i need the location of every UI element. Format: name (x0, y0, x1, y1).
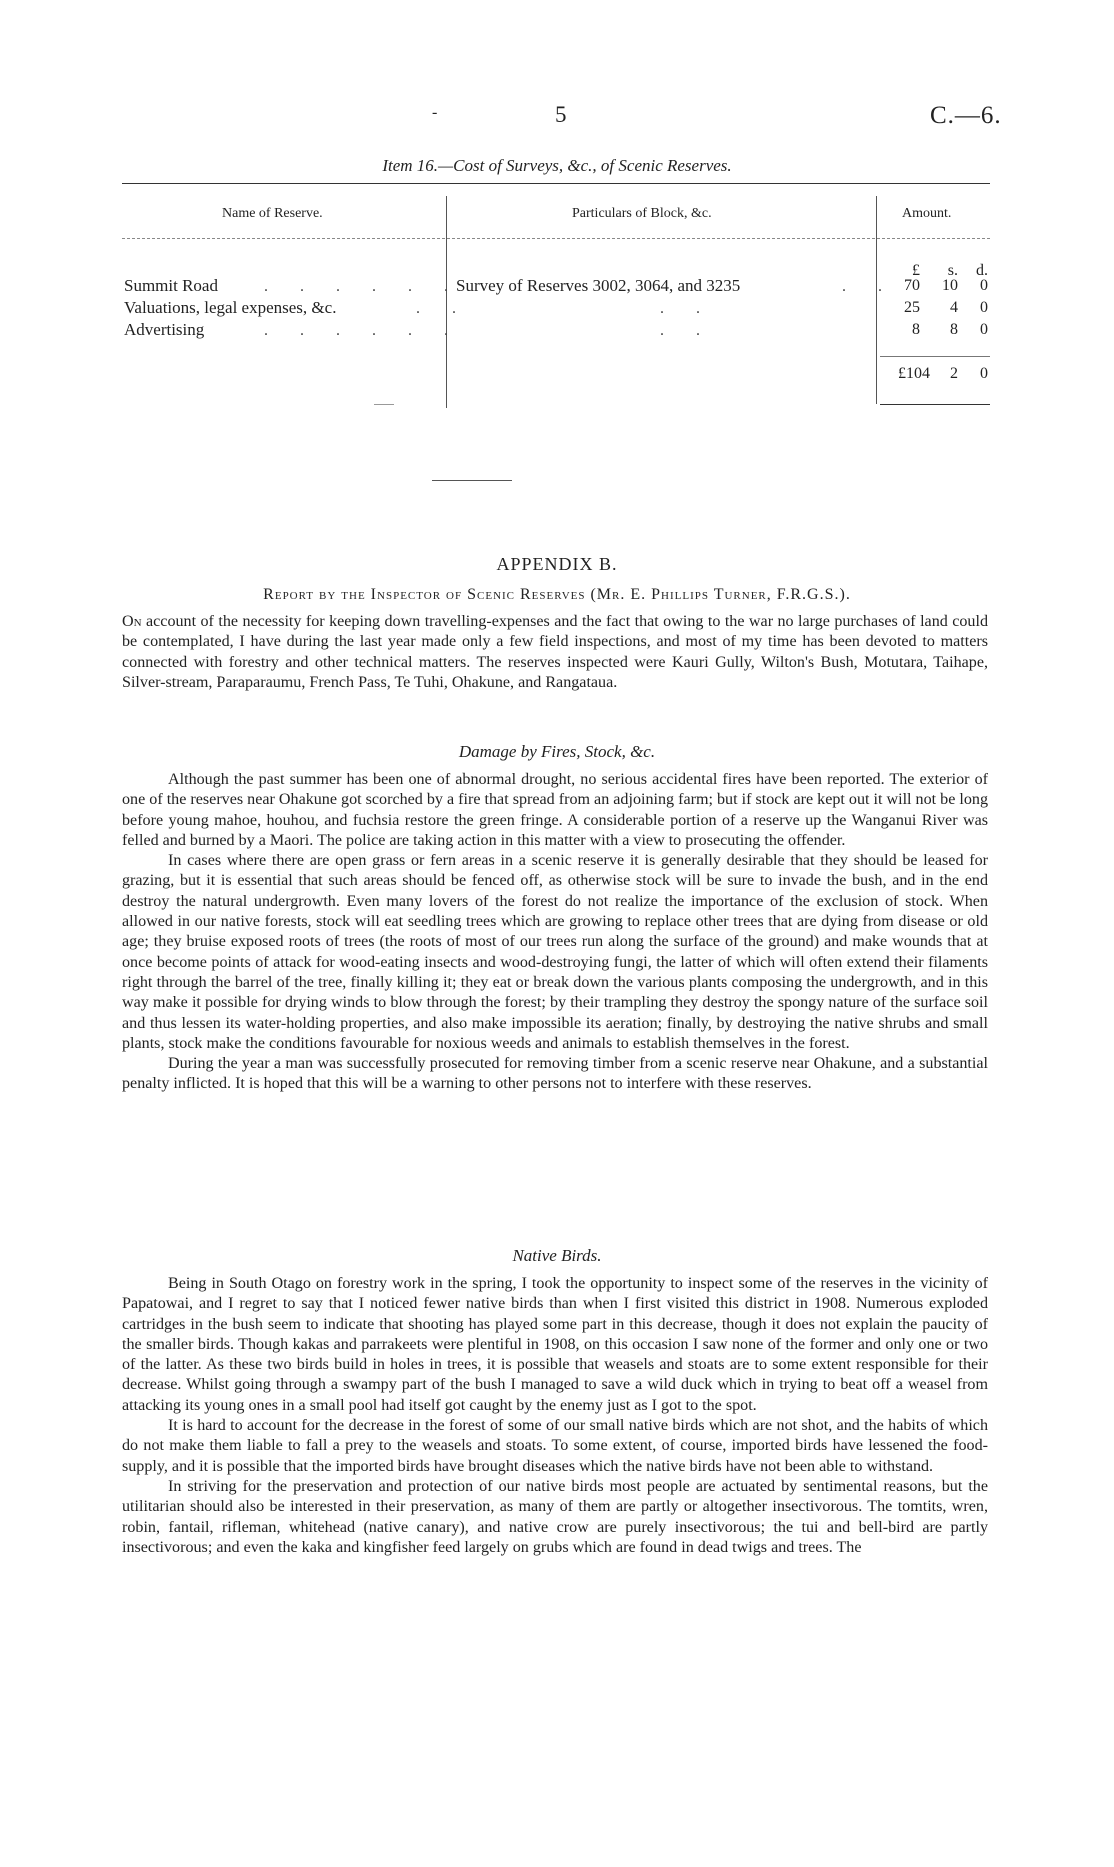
intro-text: account of the necessity for keeping down travelling-expenses and the fact that owing to the war no large purchases of land could be contemplated, I have during the last year made only a few field inspections, and most of my time has been devoted to matters connected with forestry and other technical matters. The reserves inspected were Kauri Gully, Wilton's Bush, Motutara, Taihape, Silver-stream, Paraparaumu, French Pass, Te Tuhi, Ohakune, and Rangataua. (122, 613, 988, 691)
total-pence: 0 (980, 365, 988, 382)
total-shillings: 2 (950, 365, 958, 382)
section-divider (432, 480, 512, 481)
table-leader: . . . . . . (264, 322, 462, 339)
table-short-rule (374, 404, 394, 405)
table-leader: . . (660, 322, 714, 339)
paragraph: During the year a man was successfully prosecuted for removing timber from a scenic reserve near Ohakune, and a substantial penalty inflicted. It is hoped that this will be a warning to other persons not to interfere with these reserves. (122, 1055, 988, 1093)
header-mark: - (432, 104, 438, 121)
birds-section (122, 1274, 988, 1558)
appendix-title: APPENDIX B. (496, 554, 618, 574)
amount-shillings: 8 (950, 321, 958, 338)
paragraph: It is hard to account for the decrease in the forest of some of our small native birds which are not shot, and the habits of which do not make them liable to fall a prey to the weasels and stoats. To some extent, of course, imported birds have lessened the food-supply, and it is possible that the imported birds have brought diseases which the native birds have not been able to withstand. (122, 1417, 988, 1475)
paragraph: In cases where there are open grass or fern areas in a scenic reserve it is generally desirable that they should be leased for grazing, but it is essential that such areas should be fenced off, as otherwise stock will be sure to invade the bush, and in the end destroy the natural undergrowth. Even many lovers of the forest do not realize the importance of the exclusion of stock. When allowed in our native forests, stock will eat seedling trees which are growing to replace other trees that are dying from disease or old age; they bruise exposed roots of trees (the roots of most of our trees run along the surface of the ground) and make wounds that at once become points of attack for wood-eating insects and wood-destroying fungi, the latter of which will often extend their filaments right through the barrel of the tree, finally killing it; they eat or break down the various plants composing the undergrowth, and in this way make it possible for drying winds to blow through the forest; by their trampling they destroy the spongy nature of the surface soil and thus lessen its water-holding properties, and also make impossible its aeration; finally, by destroying the native shrubs and small plants, stock make the conditions favourable for noxious weeds and animals to establish themselves in the forest. (122, 852, 988, 1052)
table-leader: . . (842, 278, 896, 295)
column-header-amount: Amount. (902, 206, 952, 221)
document-reference: C.—6. (930, 102, 1002, 129)
unit-pounds: £ (912, 262, 920, 279)
table-col-divider (876, 196, 877, 404)
table-row-name: Summit Road (124, 276, 218, 295)
amount-pence: 0 (980, 299, 988, 316)
table-row-particulars: Survey of Reserves 3002, 3064, and 3235 (456, 276, 741, 295)
amount-shillings: 4 (950, 299, 958, 316)
intro-first-word: On (122, 613, 142, 630)
amount-pence: 0 (980, 321, 988, 338)
column-header-particulars: Particulars of Block, &c. (572, 206, 712, 221)
table-top-rule (122, 183, 990, 184)
table-title: Item 16.—Cost of Surveys, &c., of Scenic Reserves. (382, 156, 732, 175)
unit-pence: d. (976, 262, 988, 279)
table-leader: . . (416, 300, 470, 317)
amount-pounds: 8 (912, 321, 920, 338)
paragraph: Being in South Otago on forestry work in the spring, I took the opportunity to inspect some of the reserves in the vicinity of Papatowai, and I regret to say that I noticed fewer native birds than when I first visited this district in 1908. Numerous exploded cartridges in the bush seem to indicate that shooting has played some part in this decrease, though it does not explain the paucity of the smaller birds. Though kakas and parrakeets were plentiful in 1908, on this occasion I saw none of the former and only one or two of the latter. As these two birds build in holes in trees, it is possible that weasels and stoats are to some extent responsible for their decrease. Whilst going through a swampy part of the bush I managed to save a wild duck which in trying to beat off a weasel from attacking its young ones in a small pool had itself got caught by the enemy just as I got to the spot. (122, 1275, 988, 1414)
section-heading-birds: Native Birds. (512, 1246, 602, 1265)
amount-pounds: 25 (904, 299, 920, 316)
paragraph: Although the past summer has been one of abnormal drought, no serious accidental fires have been reported. The exterior of one of the reserves near Ohakune got scorched by a fire that spread from an adjoining farm; but if stock are kept out it will not be long before young mahoe, houhou, and fuchsia restore the green fringe. A considerable portion of a reserve up the Wanganui River was felled and burned by a Maori. The police are taking action in this matter with a view to prosecuting the offender. (122, 771, 988, 849)
page-number: 5 (555, 102, 567, 127)
amount-pence: 0 (980, 277, 988, 294)
table-row-name: Advertising (124, 320, 205, 339)
table-leader: . . . . . . (264, 278, 462, 295)
table-leader: . . (660, 300, 714, 317)
table-row-name: Valuations, legal expenses, &c. (124, 298, 337, 317)
paragraph: In striving for the preservation and protection of our native birds most people are actuated by sentimental reasons, but the utilitarian should also be interested in their preservation, as many of them are partly or altogether insectivorous. The tomtits, wren, robin, fantail, rifleman, whitehead (native canary), and native crow are purely insectivorous; the tui and bell-bird are partly insectivorous; and even the kaka and kingfisher feed largely on grubs which are found in dead twigs and trees. The (122, 1477, 988, 1556)
table-bottom-rule (880, 404, 990, 405)
section-heading-damage: Damage by Fires, Stock, &c. (458, 742, 656, 761)
amount-shillings: 10 (942, 277, 958, 294)
column-header-name: Name of Reserve. (222, 206, 323, 221)
unit-shillings: s. (947, 262, 958, 279)
table-total-rule (880, 356, 990, 357)
table-header-divider (122, 238, 990, 239)
total-pounds: £104 (898, 365, 930, 382)
amount-pounds: 70 (904, 277, 920, 294)
report-byline: Report by the Inspector of Scenic Reserves (Mr. E. Phillips Turner, F.R.G.S.). (263, 586, 851, 603)
damage-section (122, 770, 988, 1095)
intro-paragraph (122, 612, 988, 693)
